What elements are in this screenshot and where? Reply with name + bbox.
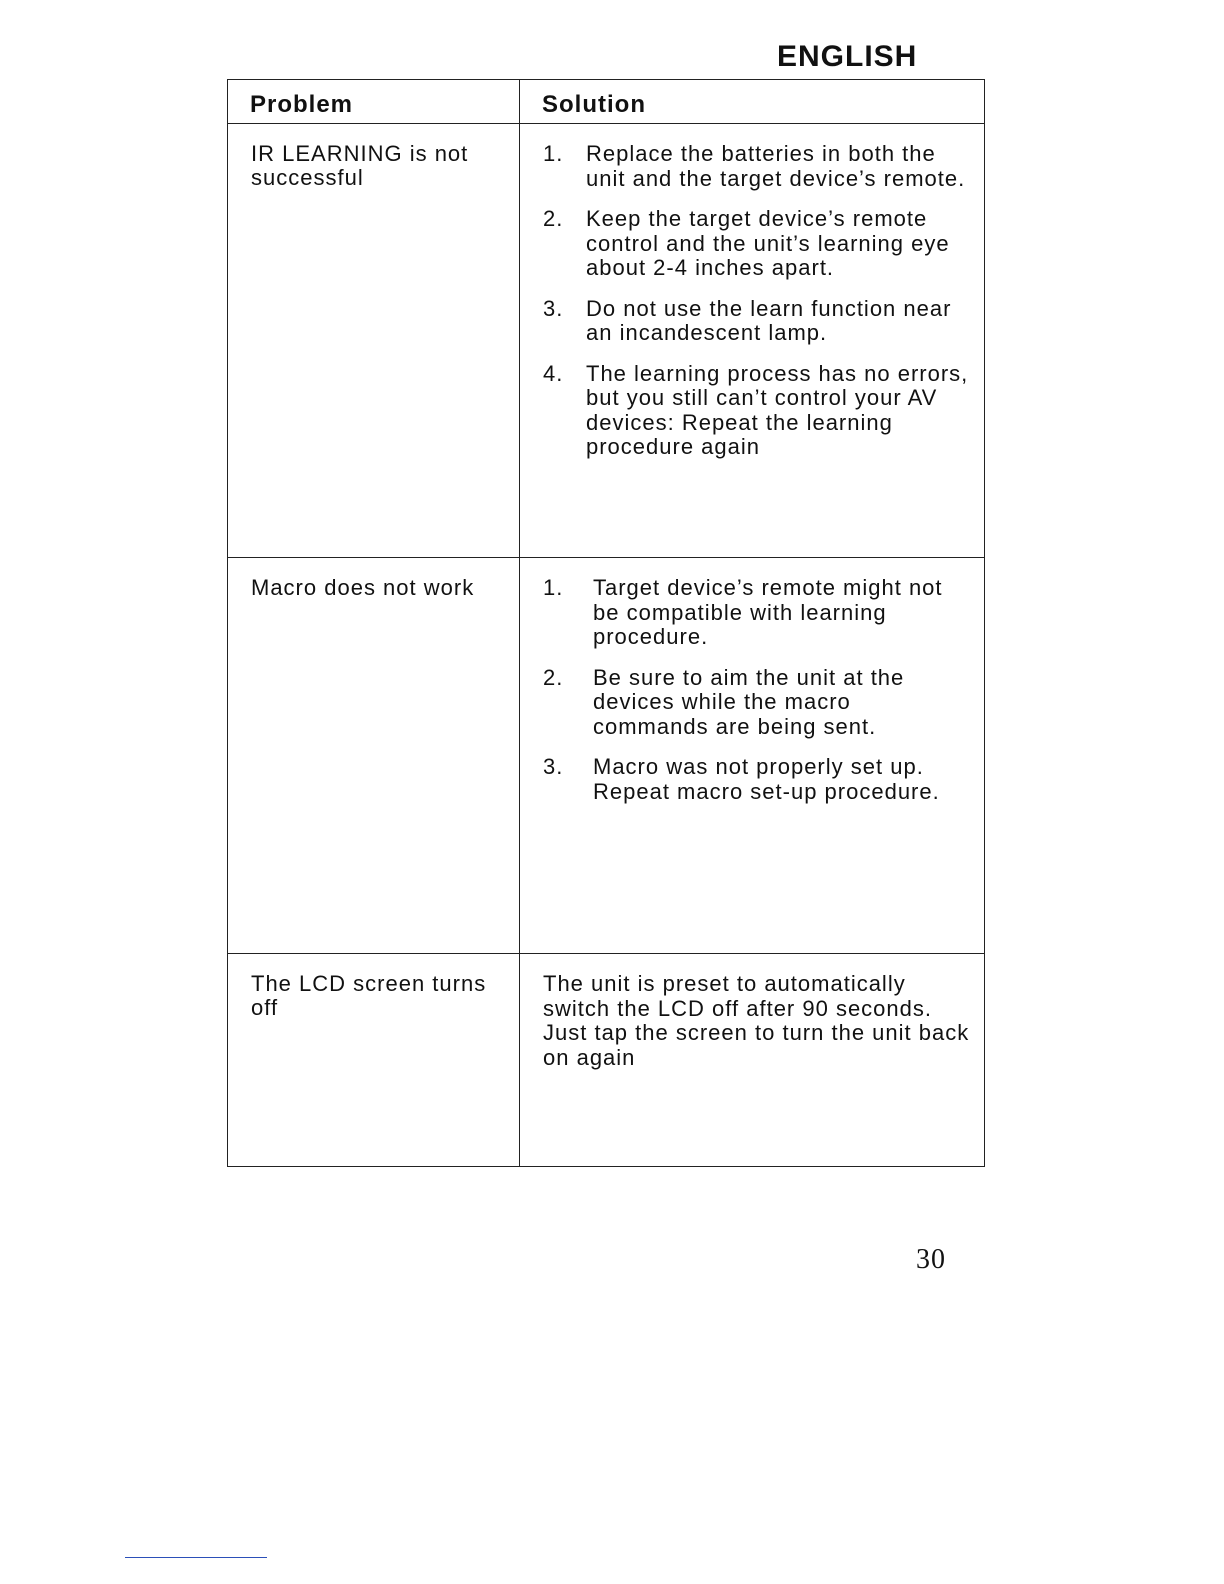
problem-cell: The LCD screen turns off [228, 954, 520, 1167]
problem-cell: Macro does not work [228, 558, 520, 954]
list-item [543, 207, 970, 281]
item-number: 3. [543, 754, 564, 779]
language-header: ENGLISH [777, 40, 918, 73]
list-item [543, 666, 970, 740]
troubleshooting-table [227, 79, 985, 1167]
item-text: Target device’s remote might not be compatible with learning procedure. [593, 575, 943, 649]
item-number: 1. [543, 141, 564, 166]
solution-cell [520, 124, 985, 558]
problem-cell: IR LEARNING is not successful [228, 124, 520, 558]
solution-cell: The unit is preset to automatically switch the LCD off after 90 seconds. Just tap the screen to turn the unit back on again [520, 954, 985, 1167]
table-header-row [228, 80, 985, 124]
item-number: 2. [543, 664, 564, 690]
page-number: 30 [916, 1244, 946, 1275]
column-header-solution: Solution [520, 80, 985, 124]
item-number: 2. [543, 206, 564, 231]
item-number: 4. [543, 360, 564, 386]
item-text: Keep the target device’s remote control and the unit’s learning eye about 2-4 inches apart. [586, 206, 950, 280]
table-row [228, 558, 985, 954]
item-text: Do not use the learn function near an incandescent lamp. [586, 295, 952, 345]
table-row [228, 124, 985, 558]
list-item [543, 297, 970, 346]
list-item [543, 755, 970, 804]
solution-list [543, 142, 970, 460]
item-text: The learning process has no errors, but you still can’t control your AV devices: Repeat the learning procedure again [586, 360, 969, 459]
item-number: 3. [543, 295, 564, 321]
table-row [228, 954, 985, 1167]
item-text: Be sure to aim the unit at the devices while the macro commands are being sent. [593, 664, 905, 739]
item-text: Replace the batteries in both the unit and the target device’s remote. [586, 141, 966, 191]
solution-cell [520, 558, 985, 954]
column-header-problem: Problem [228, 80, 520, 124]
footnote-divider [125, 1557, 267, 1558]
item-number: 1. [543, 575, 564, 600]
list-item [543, 362, 970, 460]
item-text: Macro was not properly set up. Repeat macro set-up procedure. [593, 754, 940, 804]
solution-list [543, 576, 970, 804]
list-item [543, 142, 970, 191]
list-item [543, 576, 970, 650]
